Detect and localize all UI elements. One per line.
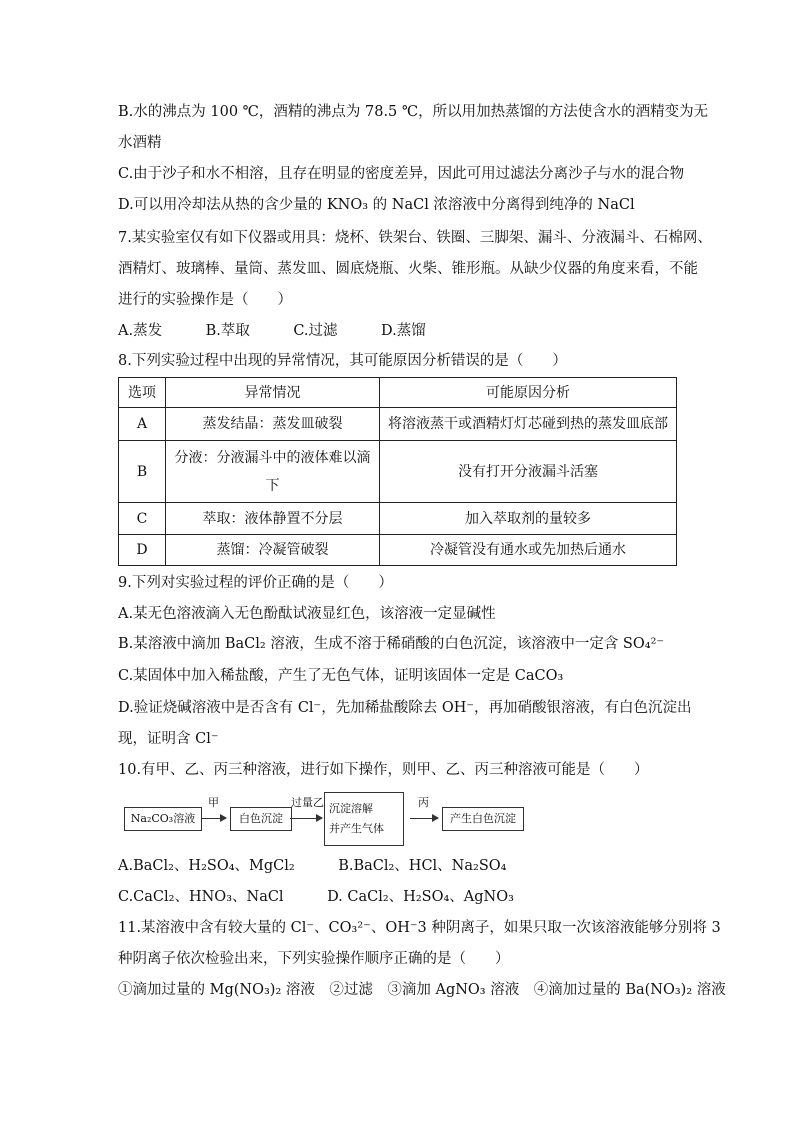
- question-7-options: A.蒸发 B.萃取 C.过滤 D.蒸馏: [118, 323, 426, 339]
- question-10-options-ab: A.BaCl₂、H₂SO₄、MgCl₂ B.BaCl₂、HCl、Na₂SO₄: [118, 858, 507, 874]
- option-6b-line2: 水酒精: [118, 135, 162, 151]
- table-header-row: [119, 378, 677, 408]
- question-7-line3: 进行的实验操作是（ ）: [118, 292, 292, 308]
- question-8-stem: 8.下列实验过程中出现的异常情况，其可能原因分析错误的是（ ）: [118, 353, 567, 369]
- table-header: 选项: [119, 378, 166, 408]
- table-cell: 萃取：液体静置不分层: [166, 503, 380, 535]
- flow-label-yi: 过量乙: [291, 796, 324, 809]
- flow-box-dissolve-line2: 并产生气体: [329, 822, 384, 835]
- option-6b-line1: B.水的沸点为 100 ℃，酒精的沸点为 78.5 ℃，所以用加热蒸馏的方法使含水的酒精变为无: [118, 104, 709, 120]
- arrow-icon: [202, 818, 226, 819]
- arrow-icon: [290, 818, 322, 819]
- flow-box-na2co3: Na₂CO₃溶液: [124, 807, 202, 831]
- table-header: 异常情况: [166, 378, 380, 408]
- option-9b: B.某溶液中滴加 BaCl₂ 溶液，生成不溶于稀硝酸的白色沉淀，该溶液中一定含 SO₄²⁻: [118, 636, 665, 652]
- question-8-table: [118, 377, 677, 566]
- table-cell: D: [119, 535, 166, 566]
- question-11-line1: 11.某溶液中含有较大量的 Cl⁻、CO₃²⁻、OH⁻3 种阴离子，如果只取一次该溶液能够分别将 3: [118, 920, 721, 936]
- question-7-line1: 7.某实验室仅有如下仪器或用具：烧杯、铁架台、铁圈、三脚架、漏斗、分液漏斗、石棉网、: [118, 230, 712, 246]
- table-cell: B: [119, 441, 166, 503]
- question-11-steps: ①滴加过量的 Mg(NO₃)₂ 溶液 ②过滤 ③滴加 AgNO₃ 溶液 ④滴加过量的 Ba(NO₃)₂ 溶液: [118, 982, 726, 998]
- question-9-stem: 9.下列对实验过程的评价正确的是（ ）: [118, 575, 393, 591]
- option-9c: C.某固体中加入稀盐酸，产生了无色气体，证明该固体一定是 CaCO₃: [118, 668, 564, 684]
- question-10-stem: 10.有甲、乙、丙三种溶液，进行如下操作，则甲、乙、丙三种溶液可能是（ ）: [118, 762, 649, 778]
- table-cell: 没有打开分液漏斗活塞: [380, 441, 677, 503]
- option-9d-line2: 现，证明含 Cl⁻: [118, 731, 219, 747]
- table-cell: 蒸发结晶：蒸发皿破裂: [166, 408, 380, 441]
- table-cell: 蒸馏：冷凝管破裂: [166, 535, 380, 566]
- flow-label-bing: 丙: [418, 796, 429, 809]
- question-10-options-cd: C.CaCl₂、HNO₃、NaCl D. CaCl₂、H₂SO₄、AgNO₃: [118, 889, 514, 905]
- question-7-line2: 酒精灯、玻璃棒、量筒、蒸发皿、圆底烧瓶、火柴、锥形瓶。从缺少仪器的角度来看，不能: [118, 261, 698, 277]
- table-row: [119, 441, 677, 503]
- flow-box-dissolve: [324, 792, 404, 846]
- flow-box-result: 产生白色沉淀: [442, 807, 524, 831]
- flow-box-white-precipitate: 白色沉淀: [230, 807, 292, 831]
- flow-diagram: [118, 792, 538, 848]
- table-cell: C: [119, 503, 166, 535]
- option-9a: A.某无色溶液滴入无色酚酞试液显红色，该溶液一定显碱性: [118, 606, 496, 622]
- option-6c: C.由于沙子和水不相溶，且存在明显的密度差异，因此可用过滤法分离沙子与水的混合物: [118, 166, 685, 182]
- table-cell: 冷凝管没有通水或先加热后通水: [380, 535, 677, 566]
- flow-box-dissolve-line1: 沉淀溶解: [329, 802, 373, 815]
- table-row: [119, 535, 677, 566]
- option-6d: D.可以用冷却法从热的含少量的 KNO₃ 的 NaCl 浓溶液中分离得到纯净的 NaCl: [118, 197, 635, 213]
- option-9d-line1: D.验证烧碱溶液中是否含有 Cl⁻，先加稀盐酸除去 OH⁻，再加硝酸银溶液，有白色沉淀出: [118, 700, 692, 716]
- table-row: [119, 408, 677, 441]
- table-row: [119, 503, 677, 535]
- table-cell: A: [119, 408, 166, 441]
- table-cell: 加入萃取剂的量较多: [380, 503, 677, 535]
- flow-label-jia: 甲: [208, 796, 219, 809]
- table-header: 可能原因分析: [380, 378, 677, 408]
- question-11-line2: 种阴离子依次检验出来，下列实验操作顺序正确的是（ ）: [118, 951, 510, 967]
- table-cell: 将溶液蒸干或酒精灯灯芯碰到热的蒸发皿底部: [380, 408, 677, 441]
- arrow-icon: [410, 818, 438, 819]
- table-cell: 分液：分液漏斗中的液体难以滴下: [166, 441, 380, 503]
